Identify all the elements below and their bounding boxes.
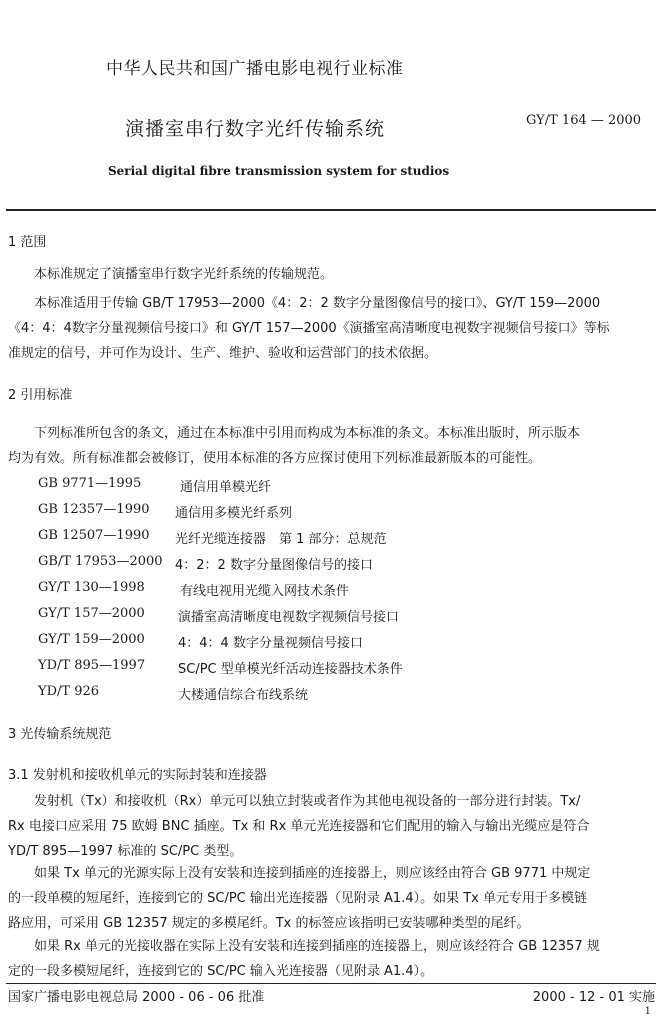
reference-title: 光纤光缆连接器 第 1 部分：总规范 (175, 532, 387, 547)
subsection-3-1-heading: 3.1 发射机和接收机单元的实际封装和连接器 (8, 768, 267, 783)
s3-p1-line-3: YD/T 895—1997 标准的 SC/PC 类型。 (8, 844, 243, 859)
reference-code: GB 12357—1990 (38, 502, 150, 517)
section-1-paragraph-1 (8, 262, 658, 287)
reference-code: YD/T 926 (38, 684, 100, 699)
page-number: 1 (644, 1006, 651, 1017)
footer-rule (6, 983, 656, 984)
reference-code: GY/T 130—1998 (38, 580, 145, 595)
s1-p2-line-3: 准规定的信号，并可作为设计、生产、维护、验收和运营部门的技术依据。 (8, 346, 438, 361)
reference-title: SC/PC 型单模光纤活动连接器技术条件 (178, 662, 403, 677)
s1-p1-text: 本标准规定了演播室串行数字光纤系统的传输规范。 (34, 267, 334, 282)
s3-p1-line-1: 发射机（Tx）和接收机（Rx）单元可以独立封装或者作为其他电视设备的一部分进行封装。Tx/ (34, 794, 581, 809)
s2-p1-line-1: 下列标准所包含的条文，通过在本标准中引用而构成为本标准的条文。本标准出版时，所示版本 (34, 426, 581, 441)
reference-title: 大楼通信综合布线系统 (178, 688, 309, 703)
reference-code: GY/T 159—2000 (38, 632, 145, 647)
effective-date: 2000 - 12 - 01 实施 (532, 990, 655, 1005)
s3-p2-line-2: 的一段单模的短尾纤，连接到它的 SC/PC 输出光连接器（见附录 A1.4）。如果 Tx 单元专用于多模链 (8, 891, 587, 906)
s3-p1-line-2: Rx 电接口应采用 75 欧姆 BNC 插座。Tx 和 Rx 单元光连接器和它们配用的输入与输出光缆应是符合 (8, 819, 590, 834)
section-3-paragraph-2 (8, 861, 658, 936)
reference-code: GB/T 17953—2000 (38, 554, 163, 569)
s3-p2-line-3: 路应用，可采用 GB 12357 规定的多模尾纤。Tx 的标签应该指明已安装哪种类型的尾纤。 (8, 916, 530, 931)
reference-title: 4：2：2 数字分量图像信号的接口 (175, 558, 373, 573)
s3-p3-line-2: 定的一段多模短尾纤，连接到它的 SC/PC 输入光连接器（见附录 A1.4）。 (8, 964, 434, 979)
document-title-en: Serial digital fibre transmission system for studios (108, 164, 450, 178)
section-1-paragraph-2 (8, 291, 658, 366)
section-2-heading: 2 引用标准 (8, 388, 73, 403)
issuing-authority: 中华人民共和国广播电影电视行业标准 (106, 59, 404, 79)
reference-title: 通信用单模光纤 (180, 480, 272, 495)
document-title-cn: 演播室串行数字光纤传输系统 (125, 118, 386, 140)
reference-title: 演播室高清晰度电视数字视频信号接口 (178, 610, 400, 625)
reference-title: 有线电视用光缆入网技术条件 (180, 584, 350, 599)
approval-line: 国家广播电影电视总局 2000 - 06 - 06 批准 (8, 990, 265, 1005)
section-2-paragraph-1 (8, 421, 658, 471)
reference-title: 通信用多模光纤系列 (175, 506, 293, 521)
s3-p2-line-1: 如果 Tx 单元的光源实际上没有安装和连接到插座的连接器上，则应该经由符合 GB 9771 中规定 (34, 866, 591, 881)
reference-code: GB 9771—1995 (38, 476, 142, 491)
section-3-paragraph-1 (8, 789, 658, 864)
section-3-paragraph-3 (8, 934, 658, 984)
header-rule (6, 209, 656, 211)
reference-code: YD/T 895—1997 (38, 658, 146, 673)
s1-p2-line-2: 《4：4：4数字分量视频信号接口》和 GY/T 157—2000《演播室高清晰度电视数字视频信号接口》等标 (8, 321, 610, 336)
s2-p1-line-2: 均为有效。所有标准都会被修订，使用本标准的各方应探讨使用下列标准最新版本的可能性。 (8, 451, 542, 466)
section-3-heading: 3 光传输系统规范 (8, 727, 112, 742)
s3-p3-line-1: 如果 Rx 单元的光接收器在实际上没有安装和连接到插座的连接器上，则应该经符合 GB 12357 规 (34, 939, 600, 954)
reference-code: GY/T 157—2000 (38, 606, 145, 621)
standard-code: GY/T 164 — 2000 (526, 113, 642, 128)
reference-code: GB 12507—1990 (38, 528, 150, 543)
s1-p2-line-1: 本标准适用于传输 GB/T 17953—2000《4：2：2 数字分量图像信号的接口》、GY/T 159—2000 (34, 296, 601, 311)
reference-title: 4：4：4 数字分量视频信号接口 (178, 636, 363, 651)
section-1-heading: 1 范围 (8, 235, 47, 250)
